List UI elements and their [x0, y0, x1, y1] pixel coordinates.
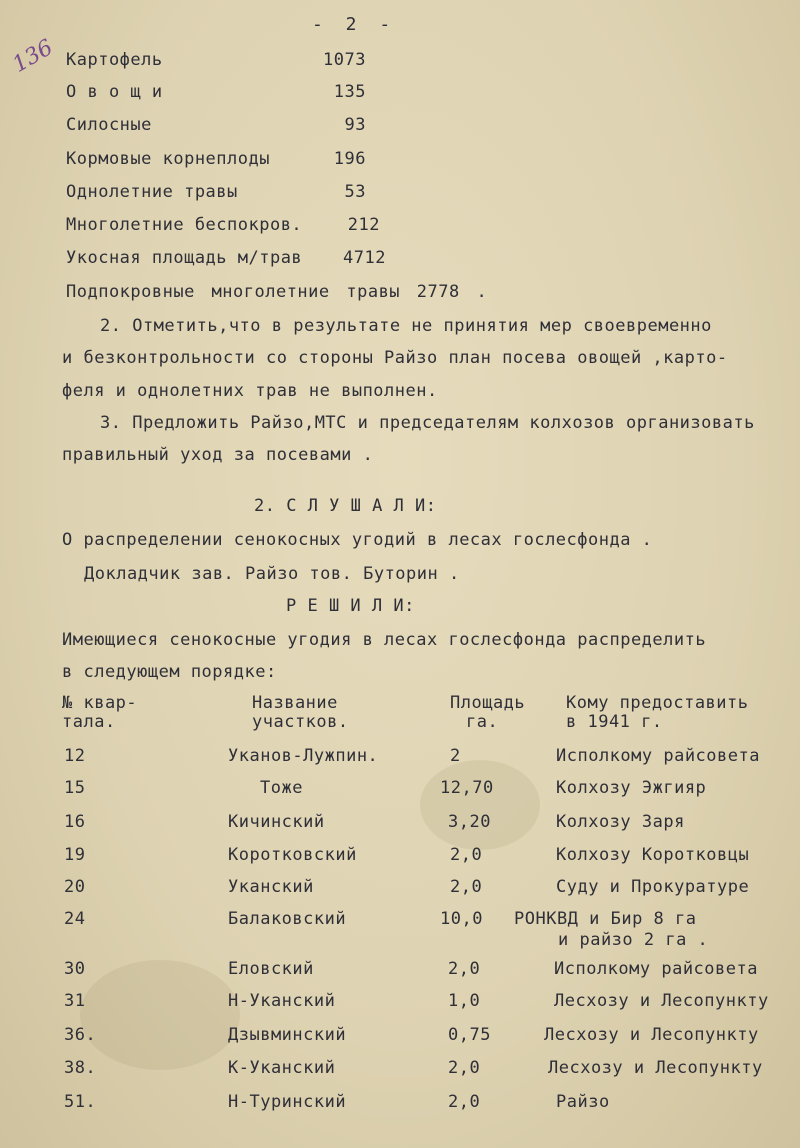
crop-value: 53: [344, 182, 366, 202]
row-recipient: РОНКВД и Бир 8 га: [514, 909, 697, 929]
row-area: 2,0: [448, 959, 481, 979]
crop-name: Многолетние беспокров.: [66, 215, 303, 235]
crop-value: 4712: [343, 248, 386, 268]
decision-line: Имеющиеся сенокосные угодия в лесах гослесфонда распределить: [62, 630, 707, 650]
header-text: тала.: [62, 712, 116, 732]
crop-value: 1073: [323, 50, 366, 70]
row-area: 0,75: [448, 1025, 491, 1045]
item2-line: феля и однолетних трав не выполнен.: [62, 381, 438, 401]
row-name: Еловский: [228, 959, 314, 979]
row-area: 1,0: [448, 991, 481, 1011]
heard-heading: 2. С Л У Ш А Л И:: [254, 496, 437, 516]
header-area: [450, 694, 525, 732]
row-quarter: 15: [64, 778, 86, 798]
speaker-line: Докладчик зав. Райзо тов. Буторин .: [84, 564, 460, 584]
row-recipient: Лесхозу и Лесопункту: [544, 1025, 759, 1045]
crop-value: 135: [333, 82, 366, 102]
row-recipient: Лесхозу и Лесопункту: [548, 1058, 763, 1078]
undercover-line: Подпокровные многолетние травы 2778 .: [66, 282, 488, 302]
row-quarter: 30: [64, 959, 86, 979]
row-quarter: 12: [64, 746, 86, 766]
row-name: Уканский: [228, 877, 314, 897]
crop-name: Однолетние травы: [66, 182, 238, 202]
header-text: Название: [252, 693, 338, 713]
row-quarter: 20: [64, 877, 86, 897]
paper-stain: [420, 760, 540, 850]
item3-line: правильный уход за посевами .: [62, 445, 374, 465]
row-name: Н-Туринский: [228, 1092, 347, 1112]
header-text: участков.: [252, 712, 349, 732]
crop-value: 196: [333, 149, 366, 169]
row-recipient: Райзо: [556, 1092, 610, 1112]
row-quarter: 16: [64, 812, 86, 832]
header-recipient: [566, 694, 749, 732]
item2-line: 2. Отметить,что в результате не принятия мер своевременно: [100, 316, 712, 336]
crop-name: Укосная площадь м/трав: [66, 248, 303, 268]
header-text: № квар-: [62, 693, 138, 713]
row-recipient: Суду и Прокуратуре: [556, 877, 750, 897]
header-quarter: [62, 694, 137, 732]
crop-name: Кормовые корнеплоды: [66, 149, 270, 169]
row-name: Коротковский: [228, 845, 357, 865]
decision-line: в следующем порядке:: [62, 662, 277, 682]
row-name: Тоже: [260, 778, 303, 798]
row-name: Кичинский: [228, 812, 325, 832]
row-area: 2,0: [450, 845, 483, 865]
row-recipient: Исполкому райсовета: [554, 959, 758, 979]
crop-name: Силосные: [66, 115, 152, 135]
row-area: 2: [450, 746, 461, 766]
page-number: - 2 -: [312, 14, 397, 35]
row-name: Дзывминский: [228, 1025, 347, 1045]
header-text: Кому предоставить: [566, 693, 749, 713]
row-recipient: Колхозу Коротковцы: [556, 845, 750, 865]
row-recipient: Лесхозу и Лесопункту: [554, 991, 769, 1011]
row-quarter: 38.: [64, 1058, 97, 1078]
crop-name: Картофель: [66, 50, 163, 70]
row-quarter: 24: [64, 909, 86, 929]
row-recipient: Колхозу Заря: [556, 812, 685, 832]
row-recipient: Исполкому райсовета: [556, 746, 760, 766]
decided-heading: Р Е Ш И Л И:: [286, 596, 415, 616]
row-area: 2,0: [448, 1092, 481, 1112]
header-text: га.: [466, 712, 499, 732]
crop-name: О в о щ и: [66, 82, 163, 102]
row-area: 2,0: [448, 1058, 481, 1078]
header-text: Площадь: [450, 693, 526, 713]
row-recipient: Колхозу Эжгияр: [556, 778, 707, 798]
row-quarter: 51.: [64, 1092, 97, 1112]
item2-line: и безконтрольности со стороны Райзо план посева овощей ,карто-: [62, 348, 728, 368]
heard-text: О распределении сенокосных угодий в лесах гослесфонда .: [62, 530, 653, 550]
crop-value: 212: [347, 215, 380, 235]
row-name: Н-Уканский: [228, 991, 336, 1011]
row-area: 3,20: [448, 812, 491, 832]
row-quarter: 31: [64, 991, 86, 1011]
row-quarter: 19: [64, 845, 86, 865]
row-quarter: 36.: [64, 1025, 97, 1045]
row-area: 2,0: [450, 877, 483, 897]
row-area: 12,70: [440, 778, 494, 798]
row-recipient-cont: и райзо 2 га .: [558, 930, 709, 950]
paper-stain: [80, 960, 240, 1070]
row-name: Балаковский: [228, 909, 347, 929]
header-text: в 1941 г.: [566, 712, 663, 732]
row-area: 10,0: [440, 909, 483, 929]
margin-note: 136: [8, 35, 58, 78]
row-name: К-Уканский: [228, 1058, 336, 1078]
row-name: Уканов-Лужпин.: [228, 746, 379, 766]
crop-value: 93: [344, 115, 366, 135]
item3-line: 3. Предложить Райзо,МТС и председателям колхозов организовать: [100, 413, 755, 433]
header-name: [252, 694, 349, 732]
